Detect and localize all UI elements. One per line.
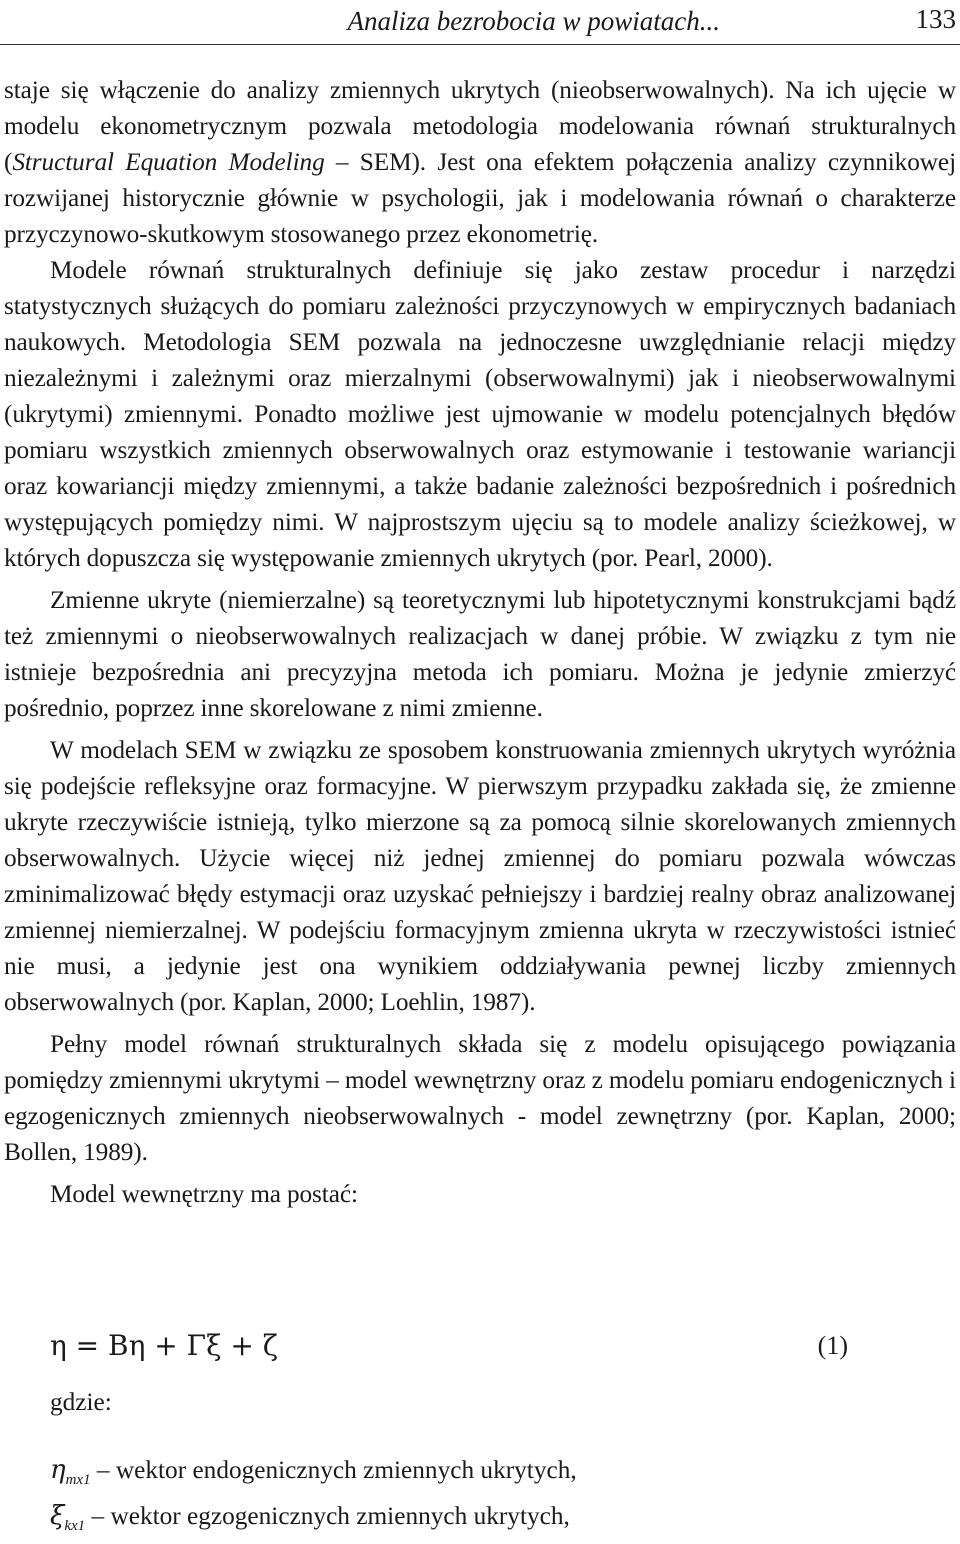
definition-symbol: η	[50, 1455, 66, 1485]
equation-formula: η = Bη + Γξ + ζ	[50, 1329, 278, 1362]
paragraph-5: Pełny model równań strukturalnych składa się z modelu opisującego powiązania pomiędzy zmiennymi ukrytymi – model wewnętrzny oraz z modelu pomiaru endogenicznych i egzogenicznych zmiennych nieobserwowalnych - model zewnętrzny (por. Kaplan, 2000; Bollen, 1989).	[4, 1030, 956, 1166]
definition-text: – wektor endogenicznych zmiennych ukrytych,	[90, 1456, 577, 1484]
definition-list	[50, 1452, 950, 1544]
definition-item	[50, 1498, 950, 1544]
paragraph-3: Zmienne ukryte (niemierzalne) są teoretycznymi lub hipotetycznymi konstrukcjami bądź też zmiennymi o nieobserwowalnych realizacjach w danej próbie. W związku z tym nie istnieje bezpośrednia ani precyzyjna metoda ich pomiaru. Można je jedynie zmierzyć pośrednio, poprzez inne skorelowane z nimi zmienne.	[4, 586, 956, 722]
definition-item	[50, 1452, 950, 1498]
sem-term-italic: Structural Equation Modeling	[12, 148, 325, 176]
equation-number: (1)	[817, 1331, 848, 1360]
body-text	[4, 72, 956, 1212]
paragraph-1-part-3: – SEM). Jest ona efektem połączenia analizy czynnikowej rozwijanej historycznie głównie w psychologii, jak i modelowania równań o charakterze przyczynowo-skutkowym stosowanego przez ekonometrię.	[4, 148, 956, 248]
running-title: Analiza bezrobocia w powiatach...	[347, 6, 720, 36]
paragraph-2: Modele równań strukturalnych definiuje się jako zestaw procedur i narzędzi statystycznych służących do pomiaru zależności przyczynowych w empirycznych badaniach naukowych. Metodologia SEM pozwala na jednoczesne uwzględnianie relacji między niezależnymi i zależnymi oraz mierzalnymi (obserwowalnymi) jak i nieobserwowalnymi (ukrytymi) zmiennymi. Ponadto możliwe jest ujmowanie w modelu potencjalnych błędów pomiaru wszystkich zmiennych obserwowalnych oraz estymowanie i testowanie wariancji oraz kowariancji między zmiennymi, a także badanie zależności bezpośrednich i pośrednich występujących pomiędzy nimi. W najprostszym ujęciu są to modele analizy ścieżkowej, w których dopuszcza się występowanie zmiennych ukrytych (por. Pearl, 2000).	[4, 256, 956, 572]
definition-subscript: kx1	[64, 1518, 86, 1534]
equation-row	[0, 1326, 960, 1370]
running-header	[0, 0, 960, 45]
page-number: 133	[915, 4, 956, 34]
paragraph-1	[4, 72, 956, 252]
paragraph-4: W modelach SEM w związku ze sposobem konstruowania zmiennych ukrytych wyróżnia się podejście refleksyjne oraz formacyjne. W pierwszym przypadku zakłada się, że zmienne ukryte rzeczywiście istnieją, tylko mierzone są za pomocą silnie skorelowanych zmiennych obserwowalnych. Użycie więcej niż jednej zmiennej do pomiaru pozwala wówczas zminimalizować błędy estymacji oraz uzyskać pełniejszy i bardziej realny obraz analizowanej zmiennej niemierzalnej. W podejściu formacyjnym zmienna ukryta w rzeczywistości istnieć nie musi, a jedynie jest ona wynikiem oddziaływania pewnej liczby zmiennych obserwowalnych (por. Kaplan, 2000; Loehlin, 1987).	[4, 736, 956, 1016]
paragraph-6: Model wewnętrzny ma postać:	[50, 1180, 358, 1208]
definition-subscript: mx1	[65, 1472, 91, 1488]
definition-symbol: ξ	[50, 1501, 65, 1531]
where-label: gdzie:	[50, 1388, 112, 1416]
definition-text: – wektor egzogenicznych zmiennych ukrytych,	[85, 1502, 570, 1530]
paragraph-1-part-1: staje się włączenie do analizy zmiennych ukrytych (nieobserwowalnych). Na ich ujęcie w modelu ekonometrycznym pozwala metodologia modelowania równań strukturalnych (	[4, 76, 956, 176]
